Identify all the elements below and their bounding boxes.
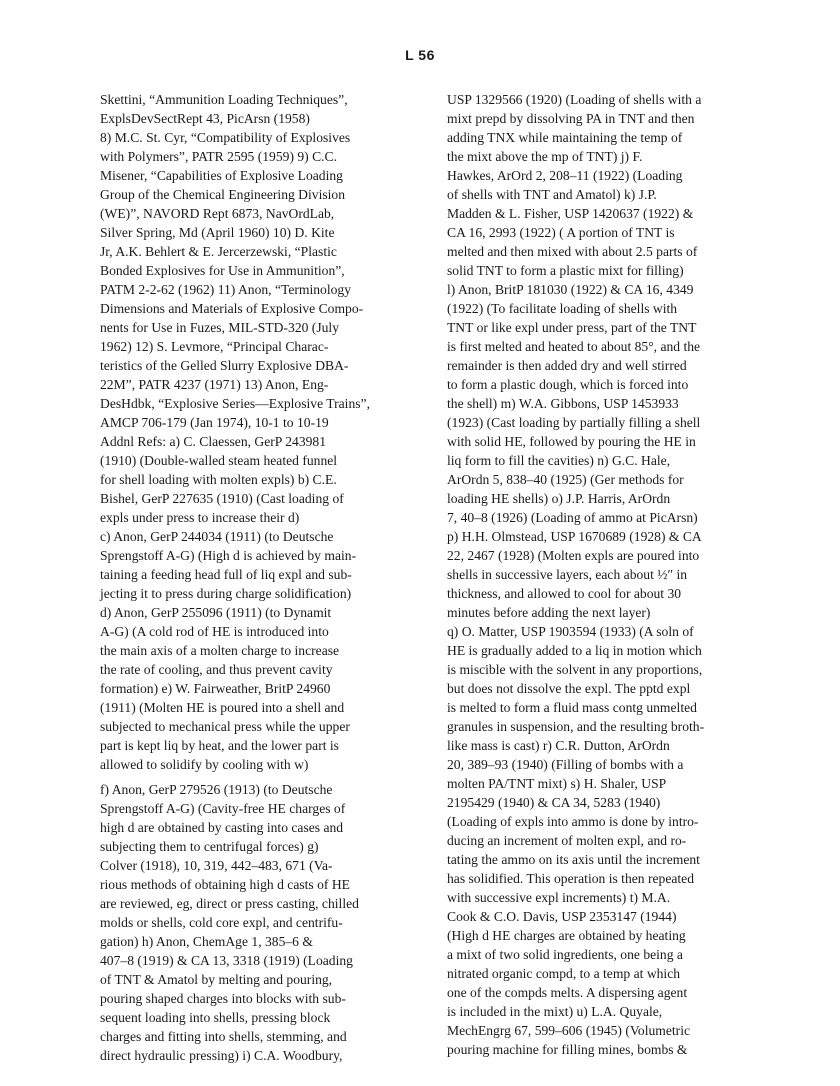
text-line: USP 1329566 (1920) (Loading of shells with a <box>447 92 702 107</box>
text-line: melted and then mixed with about 2.5 parts of <box>447 244 698 259</box>
page-number: L 56 <box>405 47 435 63</box>
text-line: subjecting them to centrifugal forces) g) <box>100 839 319 854</box>
text-line: Dimensions and Materials of Explosive Compo- <box>100 301 364 316</box>
text-line: jecting it to press during charge solidification) <box>100 586 352 601</box>
text-line: 22, 2467 (1928) (Molten expls are poured into <box>447 548 700 563</box>
text-line: nitrated organic compd, to a temp at which <box>447 966 681 981</box>
text-line: l) Anon, BritP 181030 (1922) & CA 16, 4349 <box>447 282 694 297</box>
text-line: is miscible with the solvent in any proportions, <box>447 662 703 677</box>
text-line: 20, 389–93 (1940) (Filling of bombs with a <box>447 757 684 772</box>
text-line: (High d HE charges are obtained by heating <box>447 928 686 943</box>
text-line: nents for Use in Fuzes, MIL-STD-320 (July <box>100 320 339 335</box>
text-line: (Loading of expls into ammo is done by intro- <box>447 814 699 829</box>
text-line: high d are obtained by casting into cases and <box>100 820 344 835</box>
text-line: the rate of cooling, and thus prevent cavity <box>100 662 333 677</box>
text-line: taining a feeding head full of liq expl and sub- <box>100 567 352 582</box>
text-line: TNT or like expl under press, part of the TNT <box>447 320 697 335</box>
text-line: (1911) (Molten HE is poured into a shell and <box>100 700 345 715</box>
text-line: molten PA/TNT mixt) s) H. Shaler, USP <box>447 776 667 791</box>
text-line: PATM 2-2-62 (1962) 11) Anon, “Terminology <box>100 282 352 297</box>
text-line: Cook & C.O. Davis, USP 2353147 (1944) <box>447 909 677 924</box>
text-line: thickness, and allowed to cool for about 30 <box>447 586 682 601</box>
text-line: a mixt of two solid ingredients, one being a <box>447 947 683 962</box>
text-line: 2195429 (1940) & CA 34, 5283 (1940) <box>447 795 661 810</box>
text-line: (1922) (To facilitate loading of shells with <box>447 301 678 316</box>
text-line: MechEngrg 67, 599–606 (1945) (Volumetric <box>447 1023 691 1038</box>
text-line: 7, 40–8 (1926) (Loading of ammo at PicArsn) <box>447 510 698 525</box>
text-line: q) O. Matter, USP 1903594 (1933) (A soln of <box>447 624 694 639</box>
text-line: like mass is cast) r) C.R. Dutton, ArOrdn <box>447 738 670 753</box>
text-line: is included in the mixt) u) L.A. Quyale, <box>447 1004 663 1019</box>
text-line: pouring machine for filling mines, bombs & <box>447 1042 688 1057</box>
text-line: remainder is then added dry and well stirred <box>447 358 687 373</box>
text-line: with successive expl increments) t) M.A. <box>447 890 671 905</box>
text-line: f) Anon, GerP 279526 (1913) (to Deutsche <box>100 782 333 797</box>
text-line: charges and fitting into shells, stemming, and <box>100 1029 347 1044</box>
text-line: Silver Spring, Md (April 1960) 10) D. Kite <box>100 225 335 240</box>
text-line: 407–8 (1919) & CA 13, 3318 (1919) (Loading <box>100 953 353 968</box>
text-line: CA 16, 2993 (1922) ( A portion of TNT is <box>447 225 675 240</box>
text-line: of shells with TNT and Amatol) k) J.P. <box>447 187 657 202</box>
text-line: p) H.H. Olmstead, USP 1670689 (1928) & CA <box>447 529 702 544</box>
text-line: has solidified. This operation is then repeated <box>447 871 695 886</box>
text-line: loading HE shells) o) J.P. Harris, ArOrdn <box>447 491 671 506</box>
text-line: d) Anon, GerP 255096 (1911) (to Dynamit <box>100 605 332 620</box>
text-line: with solid HE, followed by pouring the HE in <box>447 434 696 449</box>
text-line: to form a plastic dough, which is forced into <box>447 377 689 392</box>
text-line: the main axis of a molten charge to increase <box>100 643 340 658</box>
text-line: A-G) (A cold rod of HE is introduced into <box>100 624 329 639</box>
text-line: 22M”, PATR 4237 (1971) 13) Anon, Eng- <box>100 377 329 392</box>
text-line: solid TNT to form a plastic mixt for filling) <box>447 263 684 278</box>
text-line: but does not dissolve the expl. The pptd expl <box>447 681 691 696</box>
text-line: Colver (1918), 10, 319, 442–483, 671 (Va- <box>100 858 333 873</box>
text-line: 1962) 12) S. Levmore, “Principal Charac- <box>100 339 329 354</box>
text-line: one of the compds melts. A dispersing agent <box>447 985 688 1000</box>
text-line: Bonded Explosives for Use in Ammunition”, <box>100 263 345 278</box>
text-line: part is kept liq by heat, and the lower part is <box>100 738 339 753</box>
text-line: (1910) (Double-walled steam heated funnel <box>100 453 338 468</box>
text-line: gation) h) Anon, ChemAge 1, 385–6 & <box>100 934 313 949</box>
text-line: adding TNX while maintaining the temp of <box>447 130 683 145</box>
text-line: teristics of the Gelled Slurry Explosive DBA- <box>100 358 349 373</box>
text-line: granules in suspension, and the resulting broth- <box>447 719 705 734</box>
text-line: Skettini, “Ammunition Loading Techniques”, <box>100 92 348 107</box>
text-line: is melted to form a fluid mass contg unmelted <box>447 700 697 715</box>
text-line: the mixt above the mp of TNT) j) F. <box>447 149 643 164</box>
text-line: Hawkes, ArOrd 2, 208–11 (1922) (Loading <box>447 168 683 183</box>
text-line: Misener, “Capabilities of Explosive Loading <box>100 168 343 183</box>
text-line: tating the ammo on its axis until the increment <box>447 852 700 867</box>
text-line: HE is gradually added to a liq in motion which <box>447 643 702 658</box>
text-line: Bishel, GerP 227635 (1910) (Cast loading of <box>100 491 344 506</box>
right-column <box>447 90 749 1059</box>
left-column <box>100 90 410 1065</box>
text-line: is first melted and heated to about 85°, and the <box>447 339 701 354</box>
text-line: mixt prepd by dissolving PA in TNT and then <box>447 111 695 126</box>
text-line: ArOrdn 5, 838–40 (1925) (Ger methods for <box>447 472 684 487</box>
text-line: Jr, A.K. Behlert & E. Jercerzewski, “Plastic <box>100 244 337 259</box>
text-line: Sprengstoff A-G) (High d is achieved by main- <box>100 548 357 563</box>
text-line: (WE)”, NAVORD Rept 6873, NavOrdLab, <box>100 206 335 221</box>
text-line: 8) M.C. St. Cyr, “Compatibility of Explosives <box>100 130 351 145</box>
text-line: sequent loading into shells, pressing block <box>100 1010 331 1025</box>
text-line: subjected to mechanical press while the upper <box>100 719 350 734</box>
text-line: allowed to solidify by cooling with w) <box>100 757 309 772</box>
text-line: liq form to fill the cavities) n) G.C. Hale, <box>447 453 671 468</box>
text-line: AMCP 706-179 (Jan 1974), 10-1 to 10-19 <box>100 415 329 430</box>
text-line: Madden & L. Fisher, USP 1420637 (1922) & <box>447 206 694 221</box>
text-line: for shell loading with molten expls) b) C.E. <box>100 472 337 487</box>
text-line: minutes before adding the next layer) <box>447 605 651 620</box>
text-line: with Polymers”, PATR 2595 (1959) 9) C.C. <box>100 149 338 164</box>
text-line: formation) e) W. Fairweather, BritP 24960 <box>100 681 331 696</box>
text-line: (1923) (Cast loading by partially filling a shell <box>447 415 701 430</box>
text-line: Addnl Refs: a) C. Claessen, GerP 243981 <box>100 434 327 449</box>
text-line: shells in successive layers, each about ½″ in <box>447 567 688 582</box>
text-line: are reviewed, eg, direct or press casting, chilled <box>100 896 359 911</box>
text-line: direct hydraulic pressing) i) C.A. Woodbury, <box>100 1048 343 1063</box>
text-line: of TNT & Amatol by melting and pouring, <box>100 972 333 987</box>
text-line: c) Anon, GerP 244034 (1911) (to Deutsche <box>100 529 334 544</box>
text-line: DesHdbk, “Explosive Series—Explosive Trains”, <box>100 396 370 411</box>
text-line: ExplsDevSectRept 43, PicArsn (1958) <box>100 111 310 126</box>
text-line: Group of the Chemical Engineering Division <box>100 187 346 202</box>
text-line: rious methods of obtaining high d casts of HE <box>100 877 350 892</box>
text-line: the shell) m) W.A. Gibbons, USP 1453933 <box>447 396 679 411</box>
text-line: Sprengstoff A-G) (Cavity-free HE charges of <box>100 801 346 816</box>
text-line: expls under press to increase their d) <box>100 510 300 525</box>
text-line: pouring shaped charges into blocks with sub- <box>100 991 346 1006</box>
text-line: molds or shells, cold core expl, and centrifu- <box>100 915 343 930</box>
text-line: ducing an increment of molten expl, and ro- <box>447 833 687 848</box>
